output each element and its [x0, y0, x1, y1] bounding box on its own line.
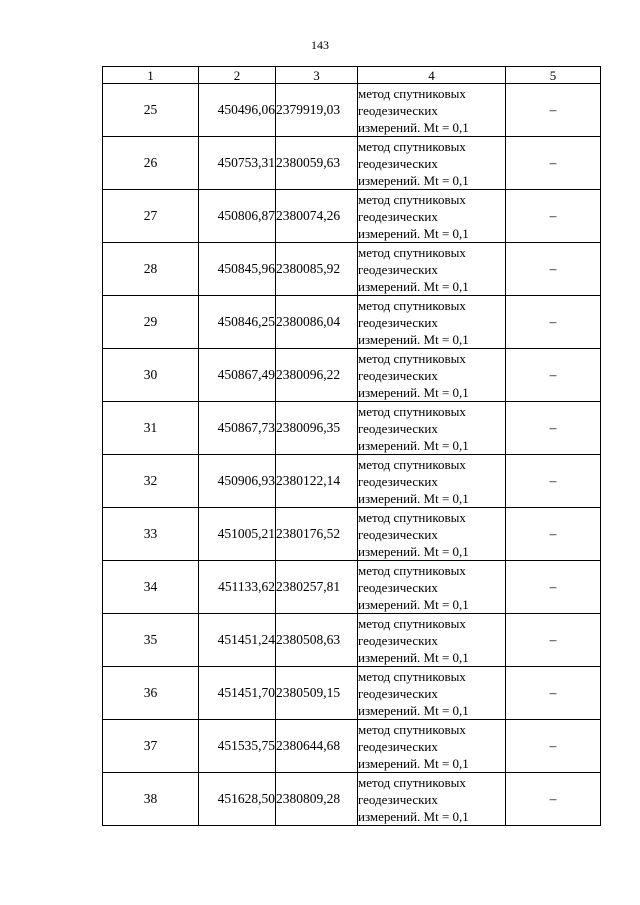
coordinate-x: 451628,50 — [199, 773, 276, 826]
point-number: 37 — [103, 720, 199, 773]
method-line-2: геодезических — [358, 473, 438, 489]
coordinate-x: 450867,49 — [199, 349, 276, 402]
coordinate-y: 2379919,03 — [276, 84, 358, 137]
coordinate-y: 2380059,63 — [276, 137, 358, 190]
column-header-3: 3 — [276, 67, 358, 84]
point-number: 36 — [103, 667, 199, 720]
point-number: 35 — [103, 614, 199, 667]
method-line-3: измерений. Mt = 0,1 — [358, 172, 469, 188]
point-number: 27 — [103, 190, 199, 243]
method-description — [358, 614, 506, 667]
table-header-row — [103, 67, 601, 84]
coordinate-y: 2380096,22 — [276, 349, 358, 402]
method-line-2: геодезических — [358, 526, 438, 542]
method-description — [358, 773, 506, 826]
column-5-value: – — [506, 349, 601, 402]
method-line-1: метод спутниковых — [358, 297, 466, 313]
coordinate-y: 2380508,63 — [276, 614, 358, 667]
coordinate-x: 450846,25 — [199, 296, 276, 349]
coordinate-x: 451535,75 — [199, 720, 276, 773]
point-number: 29 — [103, 296, 199, 349]
method-description — [358, 667, 506, 720]
coordinate-x: 450496,06 — [199, 84, 276, 137]
method-line-1: метод спутниковых — [358, 509, 466, 525]
method-line-3: измерений. Mt = 0,1 — [358, 278, 469, 294]
table-row — [103, 773, 601, 826]
coordinate-y: 2380644,68 — [276, 720, 358, 773]
column-5-value: – — [506, 455, 601, 508]
coordinates-table — [102, 66, 601, 826]
point-number: 38 — [103, 773, 199, 826]
column-5-value: – — [506, 773, 601, 826]
point-number: 30 — [103, 349, 199, 402]
method-line-2: геодезических — [358, 367, 438, 383]
method-line-2: геодезических — [358, 791, 438, 807]
point-number: 33 — [103, 508, 199, 561]
coordinate-y: 2380509,15 — [276, 667, 358, 720]
table-row — [103, 190, 601, 243]
method-line-3: измерений. Mt = 0,1 — [358, 543, 469, 559]
coordinate-x: 451133,62 — [199, 561, 276, 614]
point-number: 26 — [103, 137, 199, 190]
page-number: 143 — [311, 38, 329, 52]
column-5-value: – — [506, 561, 601, 614]
method-line-3: измерений. Mt = 0,1 — [358, 596, 469, 612]
point-number: 32 — [103, 455, 199, 508]
table-row — [103, 455, 601, 508]
column-5-value: – — [506, 508, 601, 561]
method-line-3: измерений. Mt = 0,1 — [358, 808, 469, 824]
coordinate-y: 2380176,52 — [276, 508, 358, 561]
method-line-3: измерений. Mt = 0,1 — [358, 490, 469, 506]
method-line-3: измерений. Mt = 0,1 — [358, 649, 469, 665]
coordinate-x: 450845,96 — [199, 243, 276, 296]
coordinate-x: 450753,31 — [199, 137, 276, 190]
column-header-2: 2 — [199, 67, 276, 84]
method-line-2: геодезических — [358, 208, 438, 224]
table-row — [103, 137, 601, 190]
coordinate-x: 450906,93 — [199, 455, 276, 508]
method-line-3: измерений. Mt = 0,1 — [358, 119, 469, 135]
method-line-1: метод спутниковых — [358, 403, 466, 419]
column-header-5: 5 — [506, 67, 601, 84]
coordinate-y: 2380085,92 — [276, 243, 358, 296]
coordinate-y: 2380809,28 — [276, 773, 358, 826]
coordinate-y: 2380074,26 — [276, 190, 358, 243]
table-row — [103, 349, 601, 402]
point-number: 34 — [103, 561, 199, 614]
table-row — [103, 720, 601, 773]
method-line-1: метод спутниковых — [358, 668, 466, 684]
method-line-1: метод спутниковых — [358, 191, 466, 207]
method-line-2: геодезических — [358, 420, 438, 436]
point-number: 31 — [103, 402, 199, 455]
method-line-3: измерений. Mt = 0,1 — [358, 755, 469, 771]
column-5-value: – — [506, 296, 601, 349]
method-line-2: геодезических — [358, 685, 438, 701]
method-line-1: метод спутниковых — [358, 562, 466, 578]
coordinate-x: 451451,70 — [199, 667, 276, 720]
column-5-value: – — [506, 667, 601, 720]
column-5-value: – — [506, 190, 601, 243]
method-line-1: метод спутниковых — [358, 774, 466, 790]
method-description — [358, 84, 506, 137]
column-5-value: – — [506, 614, 601, 667]
method-line-3: измерений. Mt = 0,1 — [358, 384, 469, 400]
method-description — [358, 296, 506, 349]
method-line-1: метод спутниковых — [358, 138, 466, 154]
column-5-value: – — [506, 402, 601, 455]
column-header-4: 4 — [358, 67, 506, 84]
column-5-value: – — [506, 137, 601, 190]
method-line-3: измерений. Mt = 0,1 — [358, 331, 469, 347]
table-row — [103, 508, 601, 561]
method-description — [358, 243, 506, 296]
method-line-3: измерений. Mt = 0,1 — [358, 702, 469, 718]
point-number: 25 — [103, 84, 199, 137]
table-row — [103, 84, 601, 137]
method-line-2: геодезических — [358, 155, 438, 171]
method-description — [358, 561, 506, 614]
method-line-1: метод спутниковых — [358, 85, 466, 101]
column-5-value: – — [506, 84, 601, 137]
coordinate-y: 2380096,35 — [276, 402, 358, 455]
column-header-1: 1 — [103, 67, 199, 84]
point-number: 28 — [103, 243, 199, 296]
coordinate-x: 451451,24 — [199, 614, 276, 667]
method-description — [358, 402, 506, 455]
table-row — [103, 614, 601, 667]
coordinate-y: 2380086,04 — [276, 296, 358, 349]
method-line-2: геодезических — [358, 102, 438, 118]
column-5-value: – — [506, 720, 601, 773]
method-line-2: геодезических — [358, 632, 438, 648]
table-row — [103, 243, 601, 296]
method-line-1: метод спутниковых — [358, 615, 466, 631]
method-line-1: метод спутниковых — [358, 244, 466, 260]
method-line-2: геодезических — [358, 738, 438, 754]
method-line-1: метод спутниковых — [358, 721, 466, 737]
method-description — [358, 190, 506, 243]
method-description — [358, 137, 506, 190]
method-line-3: измерений. Mt = 0,1 — [358, 225, 469, 241]
method-line-1: метод спутниковых — [358, 456, 466, 472]
method-line-2: геодезических — [358, 579, 438, 595]
method-line-2: геодезических — [358, 261, 438, 277]
method-description — [358, 455, 506, 508]
method-description — [358, 720, 506, 773]
method-line-1: метод спутниковых — [358, 350, 466, 366]
method-line-2: геодезических — [358, 314, 438, 330]
table-body — [103, 84, 601, 826]
method-description — [358, 349, 506, 402]
table-row — [103, 561, 601, 614]
table-row — [103, 296, 601, 349]
method-line-3: измерений. Mt = 0,1 — [358, 437, 469, 453]
coordinate-x: 451005,21 — [199, 508, 276, 561]
table-row — [103, 667, 601, 720]
coordinate-y: 2380122,14 — [276, 455, 358, 508]
column-5-value: – — [506, 243, 601, 296]
method-description — [358, 508, 506, 561]
table-row — [103, 402, 601, 455]
coordinate-x: 450806,87 — [199, 190, 276, 243]
coordinate-x: 450867,73 — [199, 402, 276, 455]
coordinate-y: 2380257,81 — [276, 561, 358, 614]
